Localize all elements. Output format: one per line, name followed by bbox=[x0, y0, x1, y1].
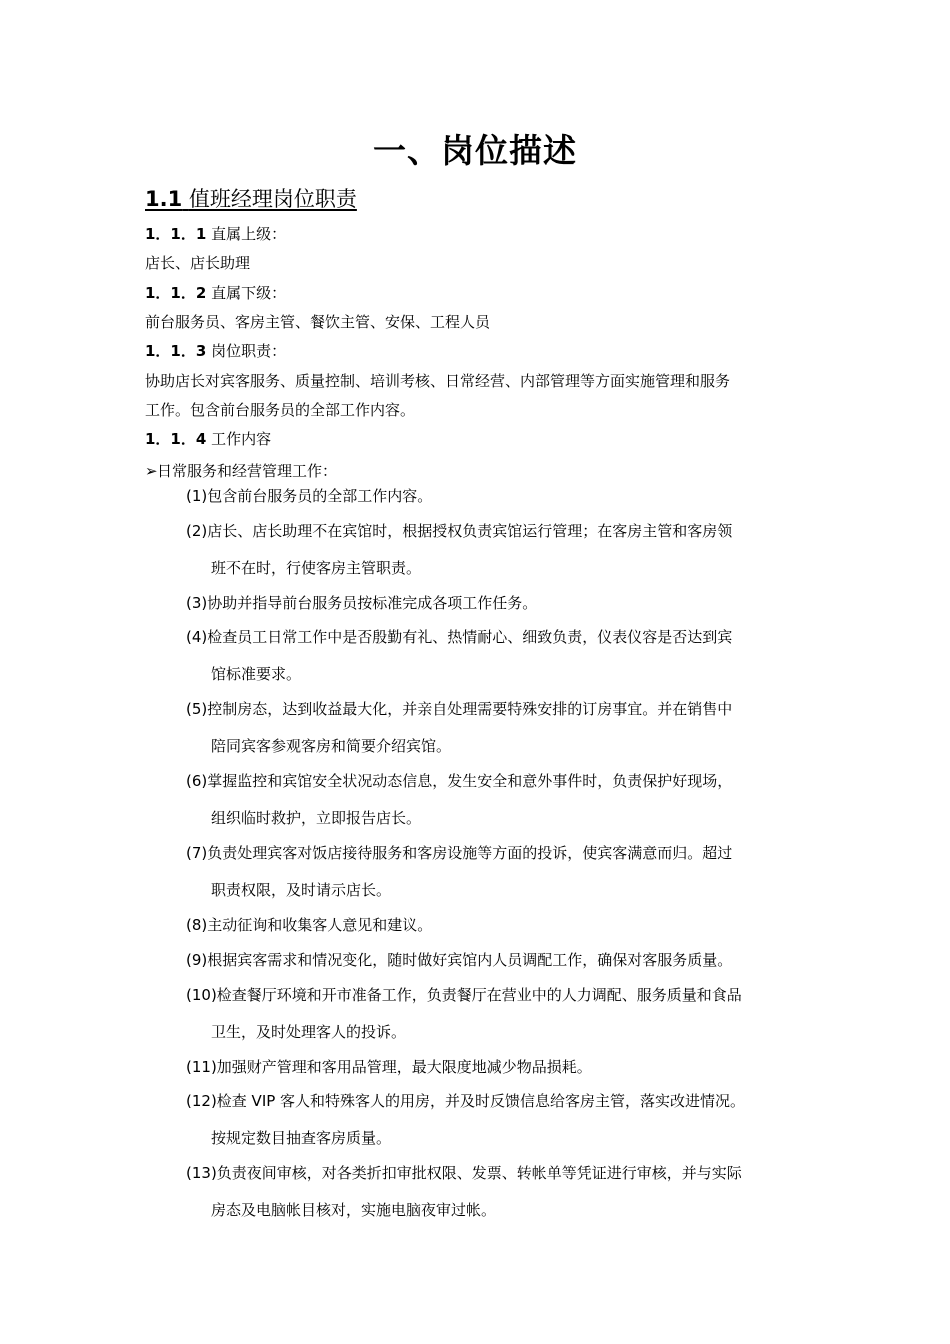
subsection-number: 1．1．2 bbox=[145, 284, 207, 302]
list-item-5: (5)控制房态，达到收益最大化，并亲自处理需要特殊安排的订房事宜。并在销售中 bbox=[186, 700, 733, 718]
list-item-10: (10)检查餐厅环境和开市准备工作，负责餐厅在营业中的人力调配、服务质量和食品 bbox=[186, 986, 742, 1004]
bullet-heading-text: 日常服务和经营管理工作： bbox=[157, 462, 338, 480]
arrow-bullet-icon: ➢ bbox=[145, 462, 158, 480]
section-heading-text: 值班经理岗位职责 bbox=[188, 187, 357, 211]
subsection-label: 直属上级： bbox=[211, 225, 287, 243]
subsection-label: 工作内容 bbox=[211, 430, 272, 448]
list-item-9: (9)根据宾客需求和情况变化，随时做好宾馆内人员调配工作，确保对客服务质量。 bbox=[186, 951, 733, 969]
list-item-6-cont: 组织临时救护，立即报告店长。 bbox=[211, 809, 422, 827]
list-item-10-cont: 卫生，及时处理客人的投诉。 bbox=[211, 1023, 407, 1041]
list-item-6: (6)掌握监控和宾馆安全状况动态信息，发生安全和意外事件时，负责保护好现场， bbox=[186, 772, 733, 790]
subsection-1-1-3 bbox=[145, 340, 286, 362]
direct-superior-value: 店长、店长助理 bbox=[145, 254, 251, 272]
subsection-label: 岗位职责： bbox=[211, 342, 287, 360]
list-item-12-cont: 按规定数目抽查客房质量。 bbox=[211, 1129, 392, 1147]
duties-text-line-2: 工作。包含前台服务员的全部工作内容。 bbox=[145, 401, 416, 419]
section-heading bbox=[145, 184, 357, 214]
list-item-11: (11)加强财产管理和客用品管理，最大限度地减少物品损耗。 bbox=[186, 1058, 592, 1076]
list-item-8: (8)主动征询和收集客人意见和建议。 bbox=[186, 916, 433, 934]
list-item-4-cont: 馆标准要求。 bbox=[211, 665, 302, 683]
list-item-5-cont: 陪同宾客参观客房和简要介绍宾馆。 bbox=[211, 737, 452, 755]
subsection-1-1-2 bbox=[145, 282, 286, 304]
list-item-2-cont: 班不在时，行使客房主管职责。 bbox=[211, 559, 422, 577]
subsection-number: 1．1．3 bbox=[145, 342, 207, 360]
list-item-13-cont: 房态及电脑帐目核对，实施电脑夜审过帐。 bbox=[211, 1201, 497, 1219]
direct-subordinate-value: 前台服务员、客房主管、餐饮主管、安保、工程人员 bbox=[145, 313, 491, 331]
list-item-4: (4)检查员工日常工作中是否殷勤有礼、热情耐心、细致负责，仪表仪容是否达到宾 bbox=[186, 628, 733, 646]
page-title: 一、岗位描述 bbox=[373, 131, 577, 170]
list-item-3: (3)协助并指导前台服务员按标准完成各项工作任务。 bbox=[186, 594, 538, 612]
subsection-number: 1．1．4 bbox=[145, 430, 207, 448]
list-item-1: (1)包含前台服务员的全部工作内容。 bbox=[186, 487, 433, 505]
section-number: 1.1 bbox=[145, 187, 183, 211]
subsection-number: 1．1．1 bbox=[145, 225, 207, 243]
list-item-12: (12)检查 VIP 客人和特殊客人的用房，并及时反馈信息给客房主管，落实改进情况。 bbox=[186, 1092, 746, 1110]
subsection-1-1-4 bbox=[145, 428, 271, 450]
bullet-heading bbox=[145, 460, 337, 482]
subsection-label: 直属下级： bbox=[211, 284, 287, 302]
subsection-1-1-1 bbox=[145, 223, 286, 245]
duties-text-line-1: 协助店长对宾客服务、质量控制、培训考核、日常经营、内部管理等方面实施管理和服务 bbox=[145, 372, 731, 390]
list-item-7: (7)负责处理宾客对饭店接待服务和客房设施等方面的投诉，使宾客满意而归。超过 bbox=[186, 844, 733, 862]
list-item-13: (13)负责夜间审核，对各类折扣审批权限、发票、转帐单等凭证进行审核，并与实际 bbox=[186, 1164, 742, 1182]
list-item-7-cont: 职责权限，及时请示店长。 bbox=[211, 881, 392, 899]
list-item-2: (2)店长、店长助理不在宾馆时，根据授权负责宾馆运行管理；在客房主管和客房领 bbox=[186, 522, 733, 540]
